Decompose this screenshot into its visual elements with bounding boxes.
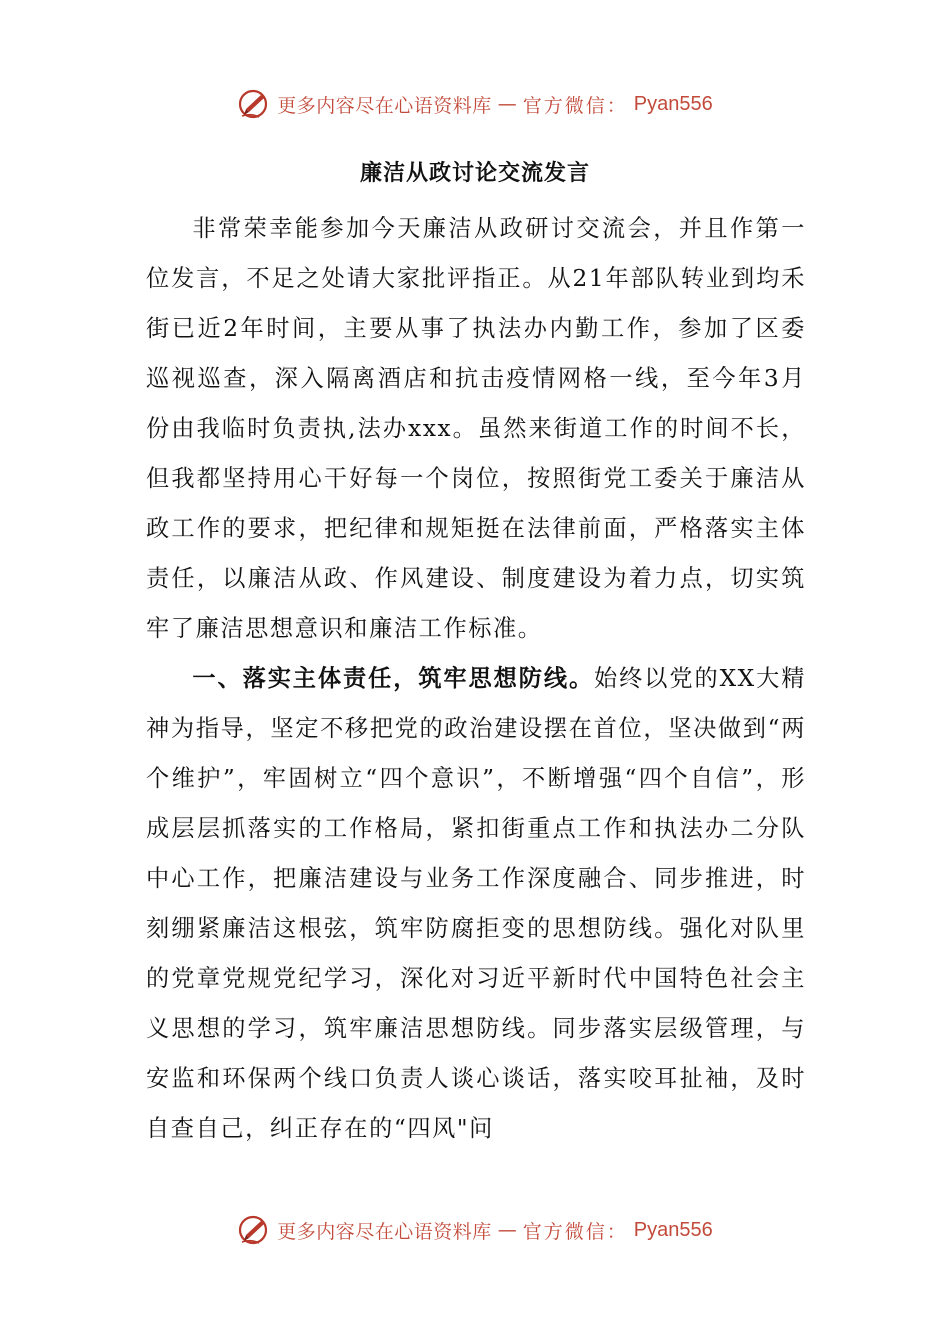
- intro-paragraph: 非常荣幸能参加今天廉洁从政研讨交流会，并且作第一位发言，不足之处请大家批评指正。从21年部队转业到均禾街已近2年时间，主要从事了执法办内勤工作，参加了区委巡视巡查，深入隔离酒店和抗击疫情网格一线，至今年3月份由我临时负责执,法办xxx。虽然来街道工作的时间不长，但我都坚持用心干好每一个岗位，按照街党工委关于廉洁从政工作的要求，把纪律和规矩挺在法律前面，严格落实主体责任，以廉洁从政、作风建设、制度建设为着力点，切实筑牢了廉洁思想意识和廉洁工作标准。: [146, 215, 806, 642]
- pen-logo-icon: [237, 87, 271, 121]
- watermark-wechat-id: Pyan556: [633, 92, 713, 115]
- section-1-body: 始终以党的XX大精神为指导，坚定不移把党的政治建设摆在首位，坚决做到“两个维护”，牢固树立“四个意识”，不断增强“四个自信”，形成层层抓落实的工作格局，紧扣街重点工作和执法办二分队中心工作，把廉洁建设与业务工作深度融合、同步推进，时刻绷紧廉洁这根弦，筑牢防腐拒变的思想防线。强化对队里的党章党规党纪学习，深化对习近平新时代中国特色社会主义思想的学习，筑牢廉洁思想防线。同步落实层级管理，与安监和环保两个线口负责人谈心谈话，落实咬耳扯袖，及时自查自己，纠正存在的“四风"问: [146, 665, 806, 1142]
- section-1-heading: 一、落实主体责任，筑牢思想防线。: [192, 665, 595, 692]
- watermark-wechat-label: 官方微信：: [522, 94, 628, 117]
- pen-logo-icon: [237, 1213, 271, 1247]
- watermark-separator: —: [497, 1219, 517, 1241]
- watermark-wechat-id: Pyan556: [633, 1218, 713, 1241]
- footer-watermark: [0, 1210, 950, 1250]
- section-1-paragraph: [146, 654, 806, 1154]
- document-title: 廉洁从政讨论交流发言: [359, 161, 590, 186]
- header-watermark: [0, 84, 950, 124]
- watermark-text: 更多内容尽在心语资料库: [277, 1220, 492, 1243]
- watermark-separator: —: [497, 93, 517, 115]
- watermark-wechat-label: 官方微信：: [522, 1220, 628, 1243]
- watermark-text: 更多内容尽在心语资料库: [277, 94, 492, 117]
- document-body: [146, 204, 806, 1154]
